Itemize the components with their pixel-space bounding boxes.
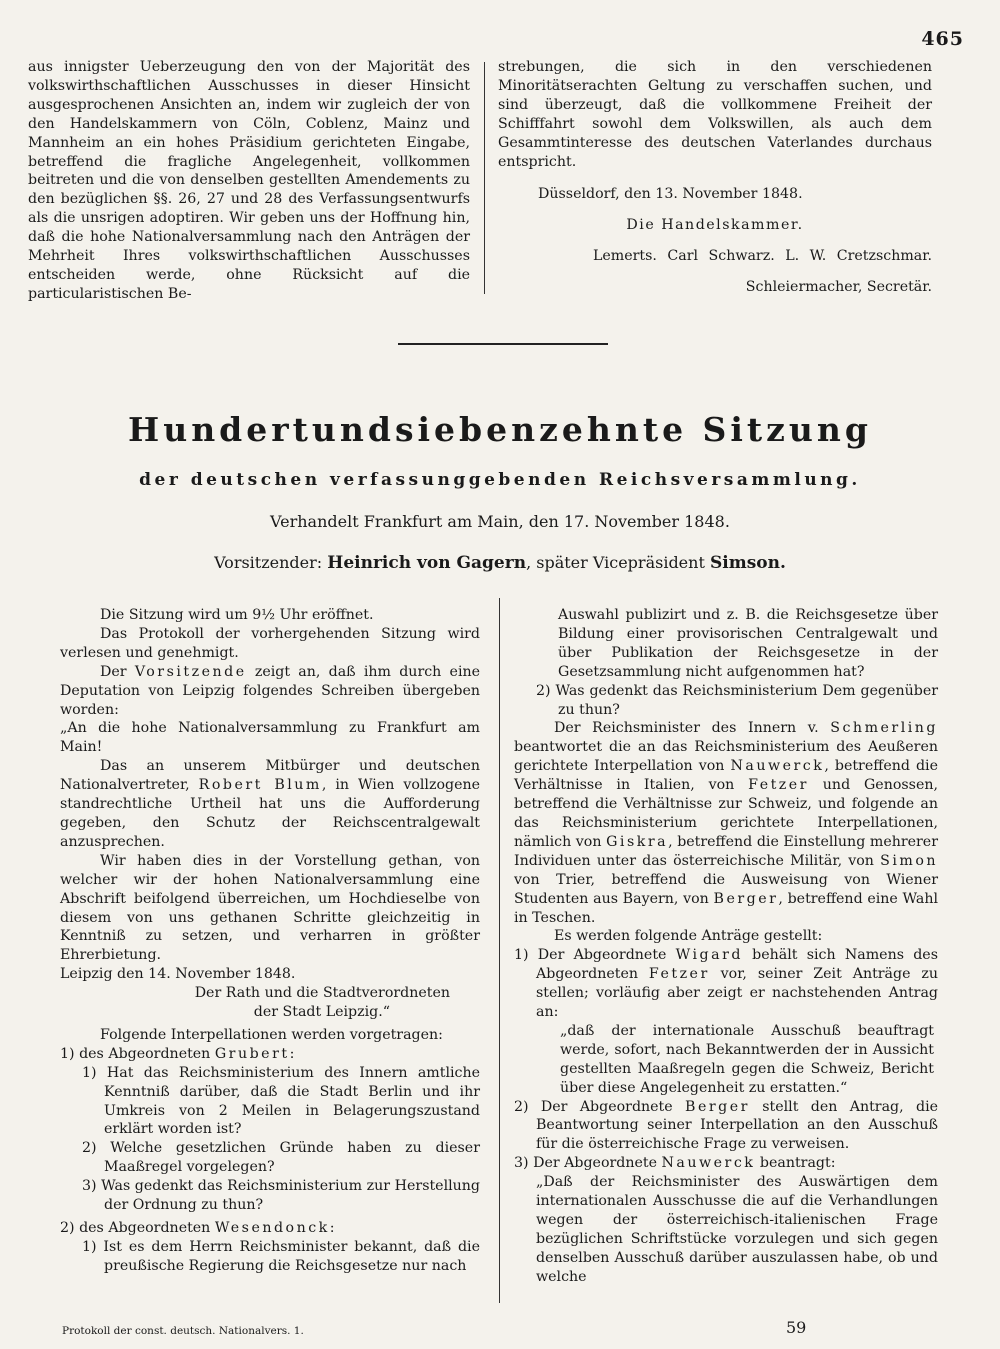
session-dateline: Verhandelt Frankfurt am Main, den 17. November 1848. xyxy=(270,512,730,531)
answer-part-f: von Trier, betreffend die Ausweisung von Wiener Studenten aus Bayern, von xyxy=(514,871,938,907)
top-right-paragraph: strebungen, die sich in den verschiedenen Minoritätserachten Geltung zu verschaffen suchen, und sind überzeugt, daß die vollkommene Freiheit der Schifffahrt sowohl dem Volkswillen, als auch dem Gesammtinteresse des deutschen Vaterlandes durchaus entspricht. xyxy=(498,59,932,170)
motion-3-b: beantragt: xyxy=(759,1155,836,1172)
footer-source: Protokoll der const. deutsch. Nationalvers. 1. xyxy=(62,1325,304,1337)
motion-2-name-berger: Berger xyxy=(685,1098,750,1115)
letter-signature-2: der Stadt Leipzig.“ xyxy=(253,1004,390,1021)
deputation-lead: Der xyxy=(100,663,127,680)
signature-institution: Die Handelskammer. xyxy=(626,217,804,234)
answer-part-e: , betreffend die Einstellung mehrerer Individuen unter das österreichische Militär, von xyxy=(514,833,938,869)
answer-part-g: , betreffend eine Wahl in Teschen. xyxy=(514,890,939,926)
answer-part-a: Der Reichsminister des Innern v. xyxy=(554,720,819,737)
letter-paragraph-2: Wir haben dies in der Vorstellung gethan, von welcher wir der hohen Nationalversammlung eine Abschrift beifolgend überreichen, um Hochdieselbe von diesem von uns gethanen Schritte gleichzeitig in Kenntniß zu setzen, und verharren in größter Ehrerbietung. xyxy=(60,852,480,964)
interpellation-2-question-1-cont: Auswahl publizirt und z. B. die Reichsgesetze über Bildung einer provisorischen Centralgewalt und über Publikation der Reichsgesetze in der Gesetzsammlung nicht aufgenommen hat? xyxy=(558,607,938,680)
letter-address: „An die hohe Nationalversammlung zu Frankfurt am Main! xyxy=(60,720,480,756)
interpellation-2-heading: 2) des Abgeordneten Wesendonck: xyxy=(60,1220,335,1236)
interpellation-2-name: Wesendonck xyxy=(214,1220,330,1236)
session-title: Hundertundsiebenzehnte Sitzung xyxy=(128,410,872,449)
opening-paragraph: Die Sitzung wird um 9½ Uhr eröffnet. xyxy=(100,607,374,623)
interpellation-1-question-1: 1) Hat das Reichsministerium des Innern amtliche Kenntniß darüber, daß die Stadt Berlin und ihr Umkreis von 2 Meilen in Belagerungszustand erklärt worden ist? xyxy=(82,1064,480,1138)
top-left-paragraph: aus innigster Ueberzeugung den von der Majorität des volkswirthschaftlichen Ausschusses in dieser Hinsicht ausgesprochenen Ansichten an, indem wir zugleich der von den Handelskammern von Cöln, Coblenz, Mainz und Mannheim an ein hohes Präsidium gerichteten Eingabe, betreffend die fragliche Angelegenheit, vollkommen beitreten und die von denselben gestellten Amendements zu den bezüglichen §§. 26, 27 und 28 des Verfassungsentwurfs als die unsrigen adoptiren. Wir geben uns der Hoffnung hin, daß die hohe Nationalversammlung nach den Anträgen der Mehrheit Ihres volkswirthschaftlichen Ausschusses entscheiden werde, ohne Rücksicht auf die particularistischen Be- xyxy=(28,59,470,302)
folio-number: 59 xyxy=(786,1318,807,1337)
interpellations-intro: Folgende Interpellationen werden vorgetragen: xyxy=(100,1026,443,1043)
signature-place-date: Düsseldorf, den 13. November 1848. xyxy=(538,186,803,203)
chair-prefix: Vorsitzender: xyxy=(214,553,323,572)
minister-answer-paragraph xyxy=(514,719,938,927)
main-left-column xyxy=(60,606,480,1276)
motion-2-a: 2) Der Abgeordnete xyxy=(514,1098,673,1115)
deputation-role: Vorsitzende xyxy=(134,663,247,680)
interpellation-2-question-2: 2) Was gedenkt das Reichsministerium Dem gegenüber zu thun? xyxy=(536,682,938,718)
deputation-paragraph xyxy=(60,663,480,720)
interpellation-1-lead: 1) des Abgeordneten xyxy=(60,1045,211,1062)
answer-part-b: beantwortet die an das Reichsministerium des Aeußeren gerichtete Interpellation von xyxy=(514,739,938,775)
column-divider-top xyxy=(484,62,485,294)
motion-1-name-fetzer: Fetzer xyxy=(648,966,710,983)
signature-secretary: Schleiermacher, Secretär. xyxy=(745,279,932,296)
motions-intro: Es werden folgende Anträge gestellt: xyxy=(554,928,823,945)
answer-name-nauwerck: Nauwerck xyxy=(730,758,825,775)
letter1-a: Das an unserem Mitbürger und deutschen Nationalvertreter, xyxy=(60,758,480,794)
motion-2-b: stellt den Antrag, die Beantwortung seiner Interpellation an den Ausschuß für die österreichische Frage zu verweisen. xyxy=(536,1098,938,1153)
answer-name-berger: Berger xyxy=(713,890,779,907)
section-divider xyxy=(398,343,608,345)
page-number: 465 xyxy=(921,28,964,50)
interpellation-1-heading: 1) des Abgeordneten Grubert: xyxy=(60,1045,295,1062)
answer-name-fetzer: Fetzer xyxy=(748,777,809,794)
interpellation-1-name: Grubert xyxy=(214,1045,290,1062)
top-right-column xyxy=(498,58,932,297)
letter-signature-1: Der Rath und die Stadtverordneten xyxy=(194,985,450,1002)
letter-date: Leipzig den 14. November 1848. xyxy=(60,966,296,983)
motion-1-name-wigard: Wigard xyxy=(675,947,743,964)
interpellation-1-question-3: 3) Was gedenkt das Reichsministerium zur Herstellung der Ordnung zu thun? xyxy=(82,1178,480,1214)
motion-1-b: behält sich Namens des Abgeordneten xyxy=(536,947,938,983)
letter1-b: , in Wien vollzogene standrechtliche Urtheil hat uns die Aufforderung gegeben, den Schutz der Reichscentralgewalt anzusprechen. xyxy=(60,777,481,850)
session-chair xyxy=(0,553,1000,573)
chair-vice: Simson. xyxy=(709,553,786,573)
signature-names: Lemerts. Carl Schwarz. L. W. Cretzschmar. xyxy=(592,248,932,265)
motion-2 xyxy=(514,1098,938,1155)
answer-name-schmerling: Schmerling xyxy=(830,720,938,737)
main-right-column xyxy=(514,606,938,1287)
interpellation-2-question-1: 1) Ist es dem Herrn Reichsminister bekannt, daß die preußische Regierung die Reichsgesetze nur nach xyxy=(82,1238,480,1274)
interpellation-1-question-2: 2) Welche gesetzlichen Gründe haben zu dieser Maaßregel vorgelegen? xyxy=(82,1140,480,1176)
letter-paragraph-1 xyxy=(60,757,480,852)
answer-part-c: , betreffend die Verhältnisse in Italien, von xyxy=(514,758,938,794)
chair-mid: , später Vicepräsident xyxy=(526,553,705,572)
session-subtitle: der deutschen verfassunggebenden Reichsversammlung. xyxy=(139,470,861,490)
motion-3 xyxy=(514,1154,938,1173)
motion-1-a: 1) Der Abgeordnete xyxy=(514,947,667,964)
answer-name-giskra: Giskra xyxy=(606,833,669,850)
top-left-column xyxy=(28,58,470,304)
motion-3-a: 3) Der Abgeordnete xyxy=(514,1155,657,1172)
motion-1-quote: „daß der internationale Ausschuß beauftragt werde, sofort, nach Bekanntwerden der in Aussicht gestellten Maaßregeln gegen die Schweiz, Bericht über diese Angelegenheit zu erstatten.“ xyxy=(560,1022,934,1096)
answer-name-simon: Simon xyxy=(880,852,938,869)
chair-name: Heinrich von Gagern xyxy=(327,553,527,573)
letter1-name: Robert Blum xyxy=(198,777,322,794)
motion-3-quote: „Daß der Reichsminister des Auswärtigen dem internationalen Ausschusse die auf die Verhandlungen wegen der österreichisch-italienischen Frage bezüglichen Schriftstücke vorzulegen und sich gegen denselben Ausschuß darüber auszulassen habe, ob und welche xyxy=(536,1174,938,1285)
column-divider-main xyxy=(499,598,500,1303)
motion-1 xyxy=(514,946,938,1022)
protocol-paragraph: Das Protokoll der vorhergehenden Sitzung wird verlesen und genehmigt. xyxy=(60,625,480,661)
motion-1-c: vor, seiner Zeit Anträge zu stellen; vorläufig aber zeigt er nachstehenden Antrag an: xyxy=(536,966,939,1021)
deputation-rest: zeigt an, daß ihm durch eine Deputation von Leipzig folgendes Schreiben übergeben worden: xyxy=(60,663,481,718)
interpellation-2-lead: 2) des Abgeordneten xyxy=(60,1220,211,1236)
motion-3-name-nauwerck: Nauwerck xyxy=(661,1155,756,1172)
answer-part-d: und Genossen, betreffend die Verhältnisse zur Schweiz, und folgende an das Reichsministerium gerichtete Interpellationen, nämlich von xyxy=(514,777,938,850)
